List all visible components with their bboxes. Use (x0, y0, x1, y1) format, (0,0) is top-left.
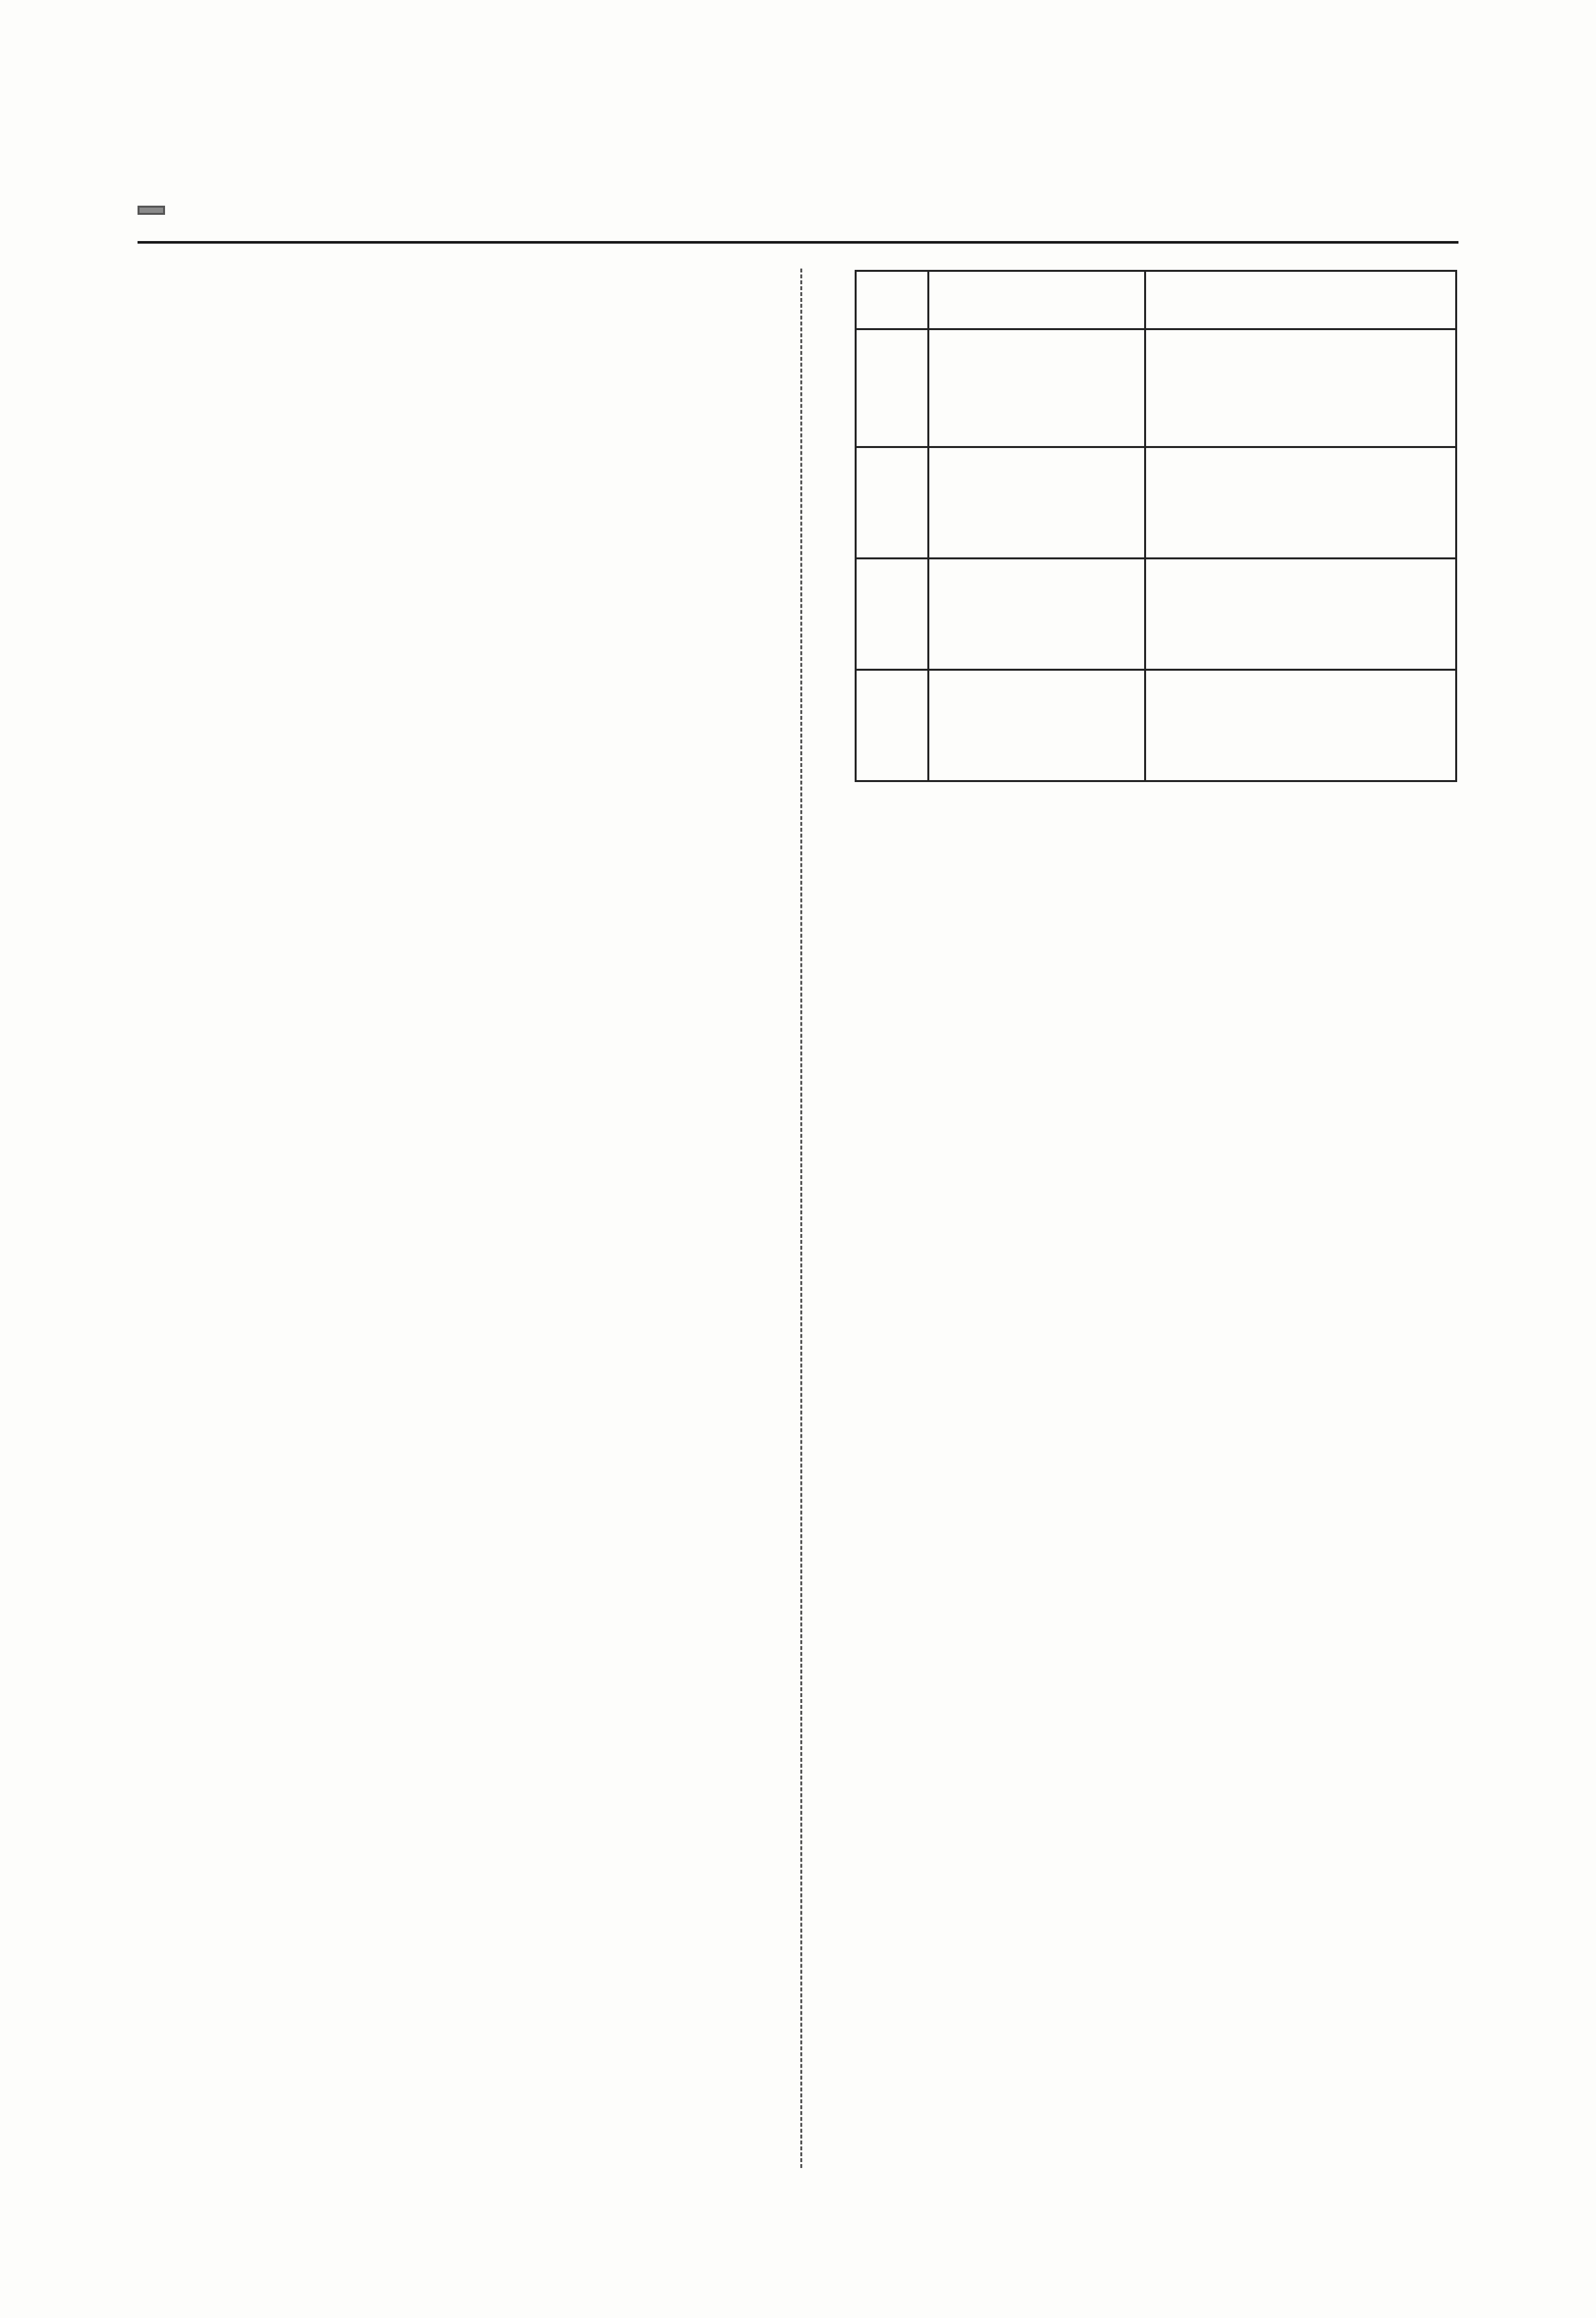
table-cell (856, 670, 929, 781)
table-cell (929, 329, 1145, 447)
banner-label (138, 206, 165, 215)
table-header-row (856, 271, 1457, 329)
table-cell (856, 447, 929, 559)
table-cell (1145, 670, 1457, 781)
table-row (856, 447, 1457, 559)
table-cell (856, 329, 929, 447)
table-cell (1145, 329, 1457, 447)
options-table (855, 270, 1457, 782)
header-rule (138, 241, 1458, 244)
table-cell (929, 447, 1145, 559)
table-cell (929, 670, 1145, 781)
column-divider (800, 269, 802, 2168)
section-banner (138, 185, 178, 236)
table-row (856, 670, 1457, 781)
table-header-cell (929, 271, 1145, 329)
table-cell (929, 559, 1145, 670)
table-row (856, 329, 1457, 447)
table-header-cell (1145, 271, 1457, 329)
table-row (856, 559, 1457, 670)
table-cell (856, 559, 929, 670)
table-cell (1145, 447, 1457, 559)
table-cell (1145, 559, 1457, 670)
table-header-cell (856, 271, 929, 329)
